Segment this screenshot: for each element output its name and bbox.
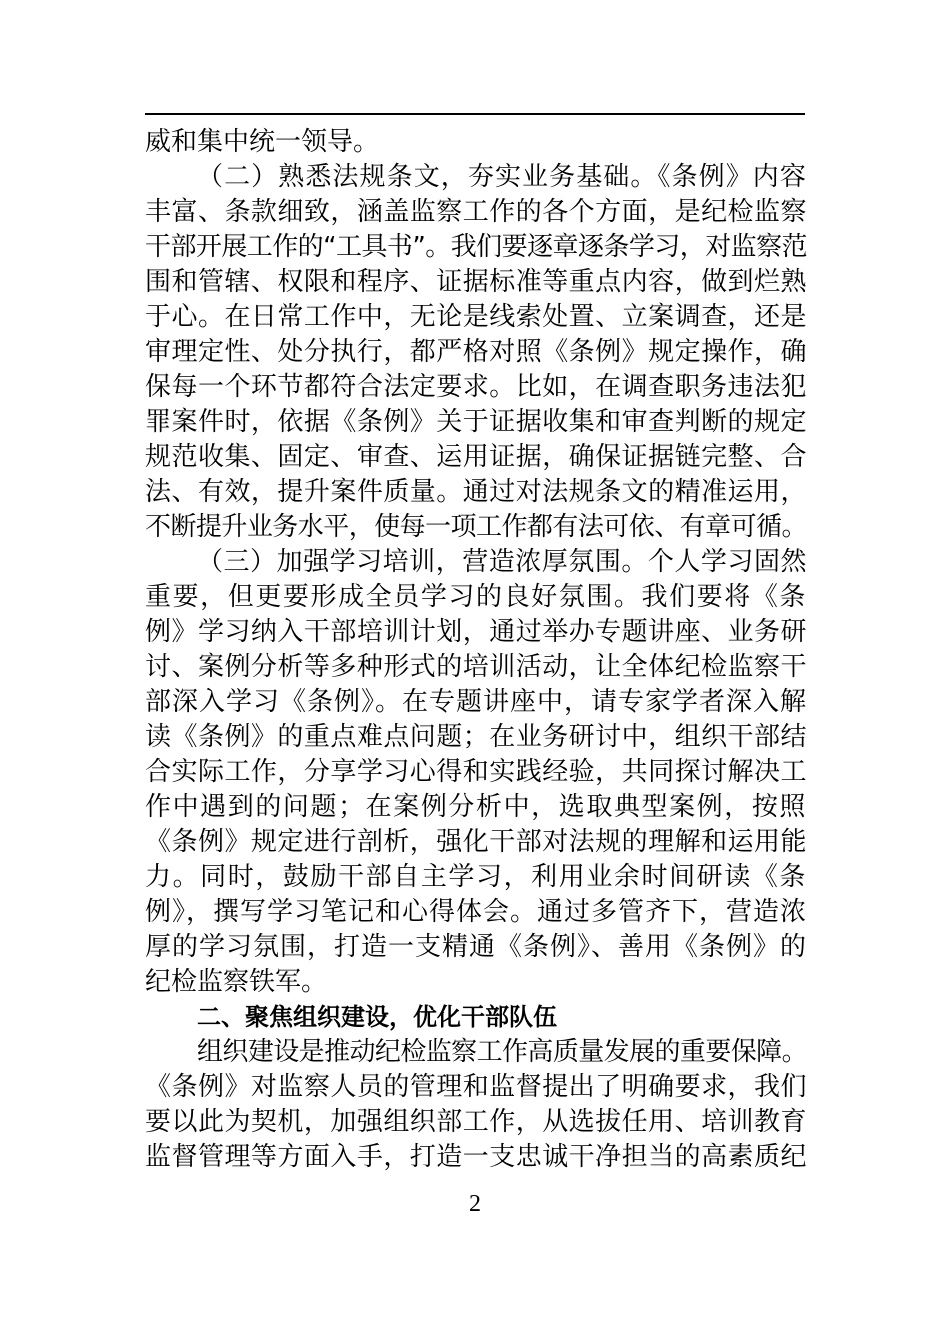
text-line: 围和管辖、权限和程序、证据标准等重点内容，做到烂熟 (145, 267, 807, 297)
text-line: 厚的学习氛围，打造一支精通《条例》、善用《条例》的 (145, 932, 807, 962)
header-rule (145, 113, 805, 115)
text-line: 《条例》规定进行剖析，强化干部对法规的理解和运用能 (145, 827, 807, 857)
text-line: 讨、案例分析等多种形式的培训活动，让全体纪检监察干 (145, 652, 807, 682)
section-heading: 二、聚焦组织建设，优化干部队伍 (197, 1003, 557, 1031)
text-line: 合实际工作，分享学习心得和实践经验，共同探讨解决工 (145, 757, 807, 787)
text-line: 例》学习纳入干部培训计划，通过举办专题讲座、业务研 (145, 617, 807, 647)
text-line: 法、有效，提升案件质量。通过对法规条文的精准运用， (145, 477, 807, 507)
text-line: 规范收集、固定、审查、运用证据，确保证据链完整、合 (145, 442, 807, 472)
text-line: 《条例》对监察人员的管理和监督提出了明确要求，我们 (145, 1072, 807, 1102)
text-line: 要以此为契机，加强组织部工作，从选拔任用、培训教育 (145, 1107, 807, 1137)
text-line: 纪检监察铁军。 (145, 967, 328, 997)
text-line: 审理定性、处分执行，都严格对照《条例》规定操作，确 (145, 337, 807, 367)
page-number: 2 (469, 1191, 481, 1217)
text-line: 组织建设是推动纪检监察工作高质量发展的重要保障。 (197, 1037, 807, 1067)
text-line: 重要，但更要形成全员学习的良好氛围。我们要将《条 (145, 582, 807, 612)
text-line: 例》，撰写学习笔记和心得体会。通过多管齐下，营造浓 (145, 897, 807, 927)
text-line: （二）熟悉法规条文，夯实业务基础。《条例》内容 (197, 162, 807, 192)
text-line: 力。同时，鼓励干部自主学习，利用业余时间研读《条 (145, 862, 807, 892)
text-line: 监督管理等方面入手，打造一支忠诚干净担当的高素质纪 (145, 1142, 807, 1172)
text-line: 罪案件时，依据《条例》关于证据收集和审查判断的规定 (145, 407, 807, 437)
text-line: 于心。在日常工作中，无论是线索处置、立案调查，还是 (145, 302, 807, 332)
text-line: 作中遇到的问题；在案例分析中，选取典型案例，按照 (145, 792, 807, 822)
text-line: 读《条例》的重点难点问题；在业务研讨中，组织干部结 (145, 722, 807, 752)
text-line: 保每一个环节都符合法定要求。比如，在调查职务违法犯 (145, 372, 807, 402)
document-body (145, 125, 810, 1175)
text-line: 威和集中统一领导。 (145, 127, 380, 157)
text-line: 丰富、条款细致，涵盖监察工作的各个方面，是纪检监察 (145, 197, 807, 227)
text-line: 干部开展工作的“工具书”。我们要逐章逐条学习，对监察范 (145, 232, 807, 262)
text-line: 不断提升业务水平，使每一项工作都有法可依、有章可循。 (145, 512, 807, 542)
text-line: 部深入学习《条例》。在专题讲座中，请专家学者深入解 (145, 687, 807, 717)
text-line: （三）加强学习培训，营造浓厚氛围。个人学习固然 (197, 547, 807, 577)
